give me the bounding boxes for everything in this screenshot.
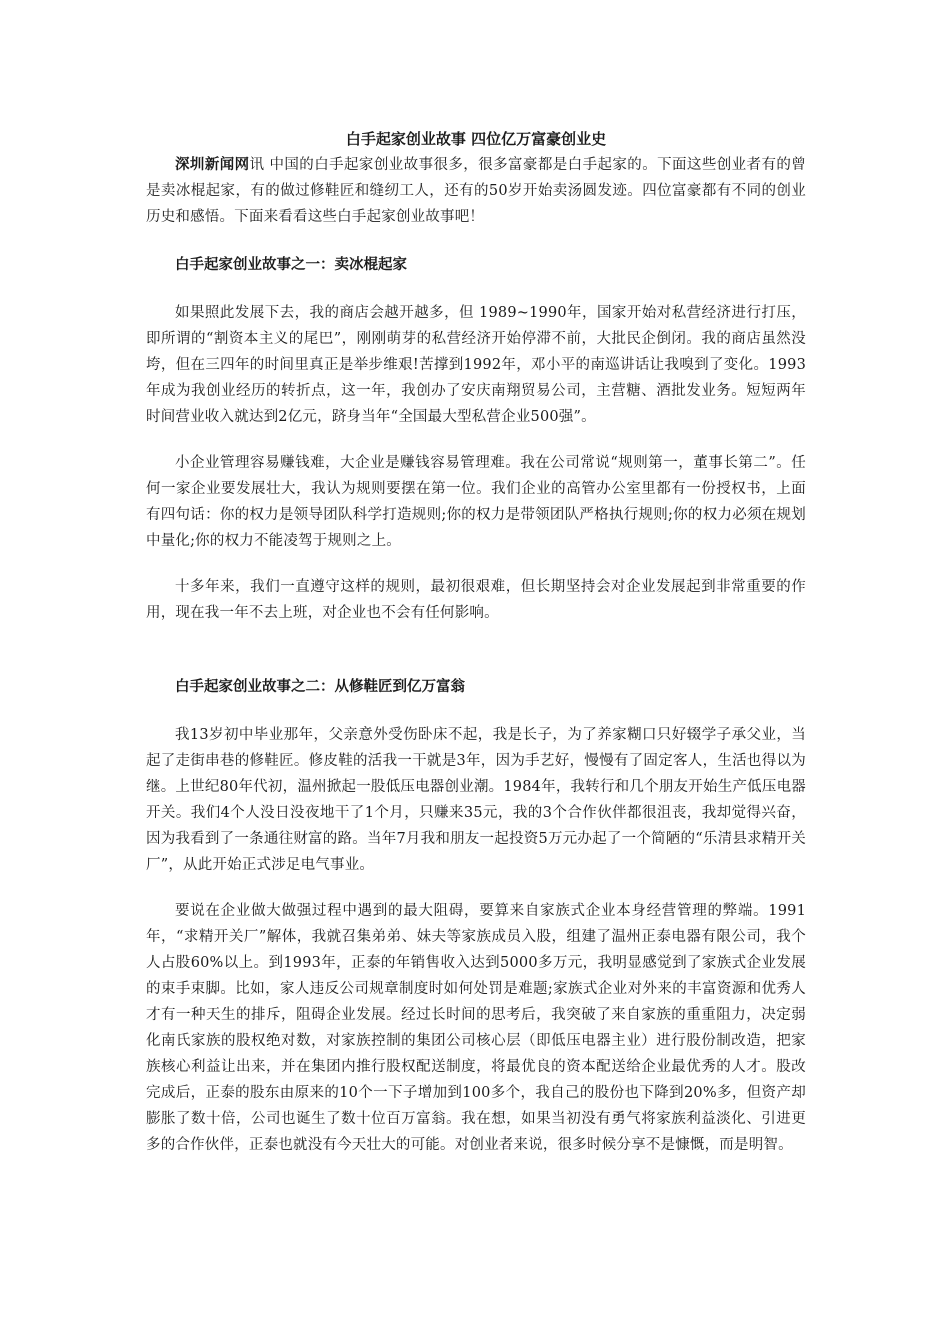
document-body	[146, 126, 806, 1158]
story1-paragraph-1: 如果照此发展下去，我的商店会越开越多，但 1989~1990年，国家开始对私营经济进行打压，即所谓的“割资本主义的尾巴”，刚刚萌芽的私营经济开始停滞不前，大批民企倒闭。我的商店虽然没垮，但在三四年的时间里真正是举步维艰!苦撑到1992年，邓小平的南巡讲话让我嗅到了变化。1993年成为我创业经历的转折点，这一年，我创办了安庆南翔贸易公司，主营糖、酒批发业务。短短两年时间营业收入就达到2亿元，跻身当年“全国最大型私营企业500强”。	[146, 305, 806, 425]
story1-paragraph-2: 小企业管理容易赚钱难，大企业是赚钱容易管理难。我在公司常说“规则第一，董事长第二”。任何一家企业要发展壮大，我认为规则要摆在第一位。我们企业的高管办公室里都有一份授权书，上面有四句话：你的权力是领导团队科学打造规则;你的权力是带领团队严格执行规则;你的权力必须在规划中量化;你的权力不能凌驾于规则之上。	[146, 455, 806, 549]
intro-paragraph	[146, 152, 806, 230]
story2-paragraph-2: 要说在企业做大做强过程中遇到的最大阻碍，要算来自家族式企业本身经营管理的弊端。1991年，“求精开关厂”解体，我就召集弟弟、妹夫等家族成员入股，组建了温州正泰电器有限公司，我个人占股60%以上。到1993年，正泰的年销售收入达到5000多万元，我明显感觉到了家族式企业发展的束手束脚。比如，家人违反公司规章制度时如何处罚是难题;家族式企业对外来的丰富资源和优秀人才有一种天生的排斥，阻碍企业发展。经过长时间的思考后，我突破了来自家族的重重阻力，决定弱化南氏家族的股权绝对数，对家族控制的集团公司核心层（即低压电器主业）进行股份制改造，把家族核心利益让出来，并在集团内推行股权配送制度，将最优良的资本配送给企业最优秀的人才。股改完成后，正泰的股东由原来的10个一下子增加到100多个，我自己的股份也下降到20%多，但资产却膨胀了数十倍，公司也诞生了数十位百万富翁。我在想，如果当初没有勇气将家族利益淡化、引进更多的合作伙伴，正泰也就没有今天壮大的可能。对创业者来说，很多时候分享不是慷慨，而是明智。	[146, 903, 806, 1153]
page-title: 白手起家创业故事 四位亿万富豪创业史	[345, 130, 607, 148]
story1-heading: 白手起家创业故事之一：卖冰棍起家	[175, 257, 407, 273]
story2-heading: 白手起家创业故事之二：从修鞋匠到亿万富翁	[175, 679, 465, 695]
story2-paragraph-1: 我13岁初中毕业那年，父亲意外受伤卧床不起，我是长子，为了养家糊口只好辍学子承父业，当起了走街串巷的修鞋匠。修皮鞋的活我一干就是3年，因为手艺好，慢慢有了固定客人，生活也得以为继。上世纪80年代初，温州掀起一股低压电器创业潮。1984年，我转行和几个朋友开始生产低压电器开关。我们4个人没日没夜地干了1个月，只赚来35元，我的3个合作伙伴都很沮丧，我却觉得兴奋，因为我看到了一条通往财富的路。当年7月我和朋友一起投资5万元办起了一个简陋的“乐清县求精开关厂”，从此开始正式涉足电气事业。	[146, 727, 806, 873]
intro-source: 深圳新闻网	[175, 157, 250, 173]
story1-paragraph-3: 十多年来，我们一直遵守这样的规则，最初很艰难，但长期坚持会对企业发展起到非常重要的作用，现在我一年不去上班，对企业也不会有任何影响。	[146, 579, 806, 621]
intro-text: 讯 中国的白手起家创业故事很多，很多富豪都是白手起家的。下面这些创业者有的曾是卖冰棍起家，有的做过修鞋匠和缝纫工人，还有的50岁开始卖汤圆发迹。四位富豪都有不同的创业历史和感悟。下面来看看这些白手起家创业故事吧！	[146, 157, 806, 225]
